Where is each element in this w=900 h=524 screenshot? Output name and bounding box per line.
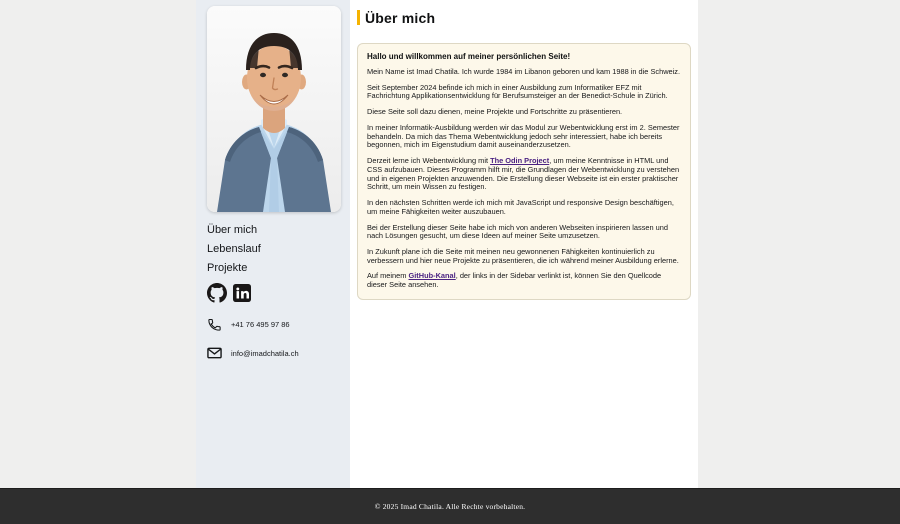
sidebar-nav: [207, 221, 350, 278]
portrait-illustration: [207, 6, 341, 212]
card-paragraph: [367, 224, 681, 241]
about-card: [357, 43, 691, 300]
main-content: [350, 0, 698, 488]
sidebar: [196, 0, 350, 488]
card-paragraph: [367, 272, 681, 289]
sidebar-item-projekte[interactable]: Projekte: [207, 262, 248, 274]
inline-link[interactable]: GitHub-Kanal: [408, 271, 456, 281]
paragraph-text: In Zukunft plane ich die Seite mit meinen neu gewonnenen Fähigkeiten kontinuierlich zu verbessern und hier neue Projekte zu präsentieren, die ich während meiner Ausbildung erlerne.: [367, 247, 679, 265]
card-paragraph: [367, 84, 681, 101]
page-title: Über mich: [365, 9, 436, 26]
card-paragraph: [367, 68, 681, 77]
card-paragraph: [367, 199, 681, 216]
card-paragraph: [367, 124, 681, 150]
social-links: [207, 283, 350, 303]
paragraph-text: Derzeit lerne ich Webentwicklung mit: [367, 156, 491, 166]
email-icon: [207, 347, 222, 359]
github-icon[interactable]: [207, 283, 227, 303]
linkedin-icon[interactable]: [233, 284, 251, 302]
paragraph-text: In meiner Informatik-Ausbildung werden wir das Modul zur Webentwicklung erst im 2. Semester behandeln. Da mich das Thema Webentwicklung jedoch sehr interessiert, habe ich bereits begonnen, mich im Eigenstudium damit auseinanderzusetzen.: [367, 122, 680, 150]
phone-icon: [207, 317, 222, 332]
sidebar-item-lebenslauf[interactable]: Lebenslauf: [207, 243, 261, 255]
paragraph-text: Bei der Erstellung dieser Seite habe ich mich von anderen Webseiten inspirieren lassen und nach Lösungen gesucht, um diese Ideen auf meiner Seite umzusetzen.: [367, 222, 669, 241]
card-paragraphs: [367, 68, 681, 290]
paragraph-text: In den nächsten Schritten werde ich mich mit JavaScript und responsive Design beschäftigen, um meine Fähigkeiten weiter auszubauen.: [367, 198, 674, 216]
email-address[interactable]: info@imadchatila.ch: [231, 348, 299, 358]
profile-photo: [207, 6, 341, 212]
page-container: [196, 0, 698, 488]
inline-link[interactable]: The Odin Project: [490, 156, 550, 166]
email-row: [207, 347, 350, 359]
paragraph-text: , der links in der Sidebar verlinkt ist, können Sie den Quellcode dieser Seite ansehen.: [367, 271, 662, 290]
card-paragraph: [367, 157, 681, 192]
card-paragraph: [367, 248, 681, 265]
heading-accent-bar: [357, 10, 360, 25]
paragraph-text: Seit September 2024 befinde ich mich in einer Ausbildung zum Informatiker EFZ mit Fachrichtung Applikationsentwicklung für Berufsumsteiger an der Benedict-Schule in Zürich.: [367, 82, 668, 101]
footer: [0, 488, 900, 524]
card-paragraph: [367, 108, 681, 117]
paragraph-text: Mein Name ist Imad Chatila. Ich wurde 1984 im Libanon geboren und kam 1988 in die Schweiz.: [367, 67, 681, 76]
page-title-block: [357, 9, 691, 26]
phone-number[interactable]: +41 76 495 97 86: [231, 320, 290, 329]
paragraph-text: Diese Seite soll dazu dienen, meine Projekte und Fortschritte zu präsentieren.: [367, 107, 623, 117]
paragraph-text: Auf meinem: [367, 271, 409, 281]
sidebar-item-ueber-mich[interactable]: Über mich: [207, 224, 258, 236]
phone-row: [207, 317, 350, 332]
paragraph-text: , um meine Kenntnisse in HTML und CSS aufzubauen. Dieses Programm hilft mir, die Grundlagen der Webentwicklung zu verstehen und in eigenen Projekten anzuwenden. Die Erstellung dieser Webseite ist ein erster praktischer Schritt, um mein Wissen zu festigen.: [367, 156, 680, 192]
copyright-text: © 2025 Imad Chatila. Alle Rechte vorbehalten.: [374, 502, 526, 511]
card-title: Hallo und willkommen auf meiner persönlichen Seite!: [367, 52, 571, 61]
